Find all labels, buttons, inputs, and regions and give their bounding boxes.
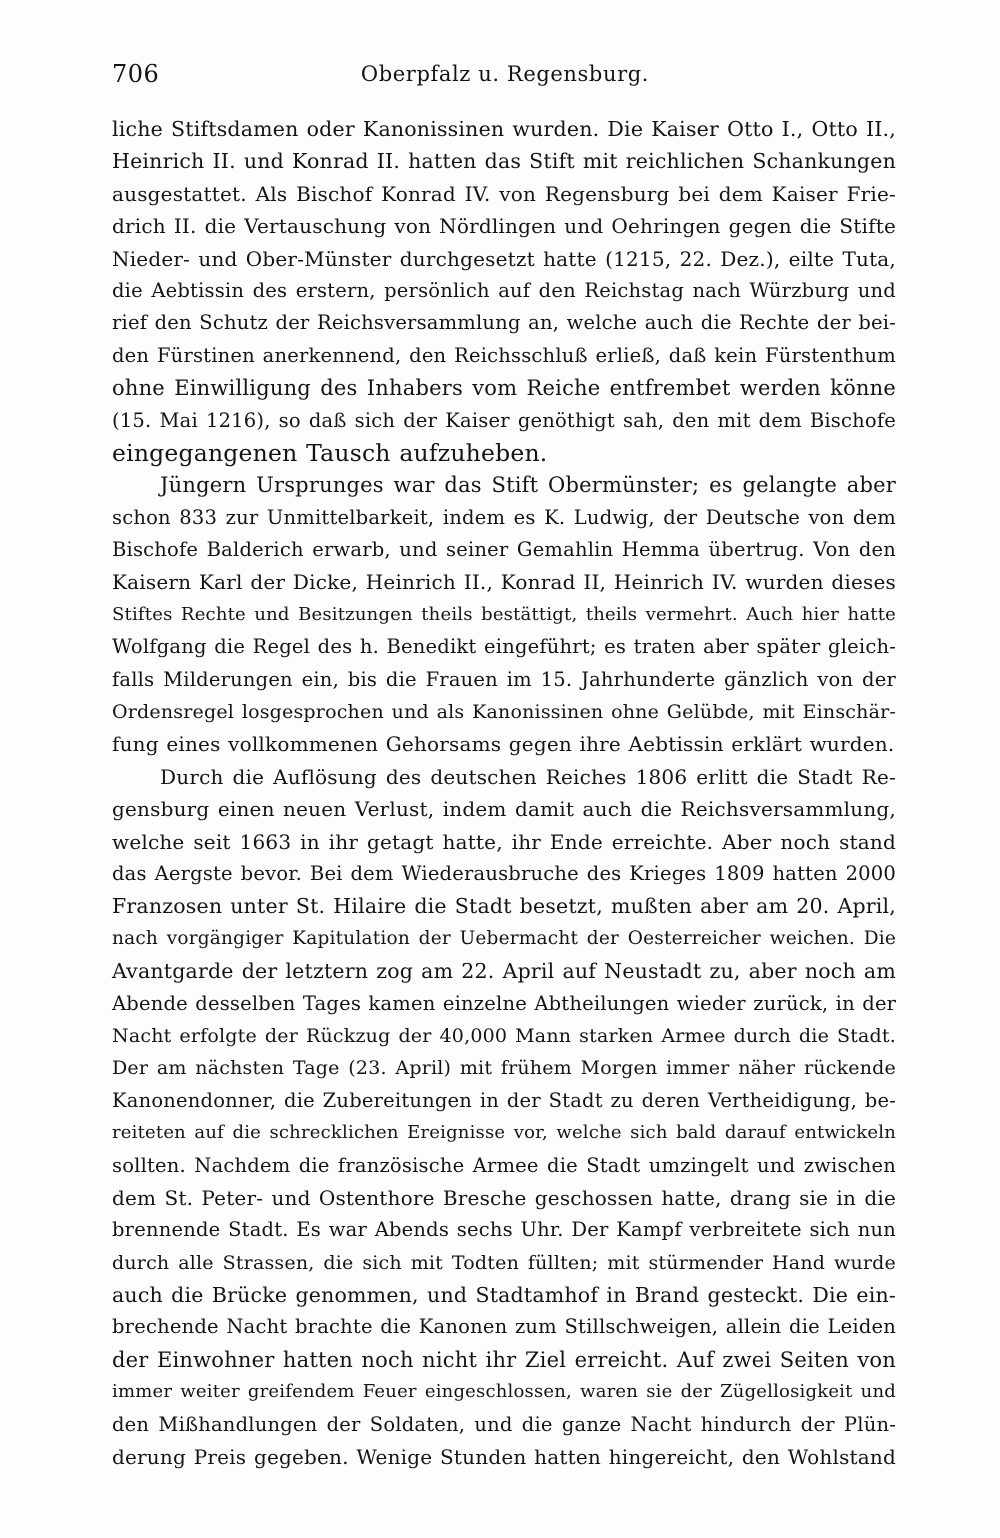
text-line: eingegangenen Tausch aufzuheben.	[112, 438, 548, 467]
text-line: welche seit 1663 in ihr getagt hatte, ihr Ende erreichte. Aber noch stand	[112, 829, 896, 854]
text-line: brennende Stadt. Es war Abends sechs Uhr. Der Kampf verbreitete sich nun	[112, 1218, 896, 1242]
text-line: Heinrich II. und Konrad II. hatten das Stift mit reichlichen Schankungen	[112, 149, 896, 174]
text-line: der Einwohner hatten noch nicht ihr Ziel erreicht. Auf zwei Seiten von	[112, 1347, 896, 1372]
text-line: Avantgarde der letztern zog am 22. April auf Neustadt zu, aber noch am	[112, 959, 896, 984]
text-line: derung Preis gegeben. Wenige Stunden hatten hingereicht, den Wohlstand	[112, 1445, 896, 1470]
text-line: sollten. Nachdem die französische Armee die Stadt umzingelt und zwischen	[112, 1153, 896, 1177]
text-line: gensburg einen neuen Verlust, indem damit auch die Reichsversammlung,	[112, 797, 896, 822]
text-line: den Mißhandlungen der Soldaten, und die ganze Nacht hindurch der Plün-	[112, 1412, 896, 1436]
page-number: 706	[112, 60, 160, 88]
text-line: nach vorgängiger Kapitulation der Uebermacht der Oesterreicher weichen. Die	[112, 927, 896, 949]
text-line: falls Milderungen ein, bis die Frauen im 15. Jahrhunderte gänzlich von der	[112, 667, 896, 691]
text-line: fung eines vollkommenen Gehorsams gegen ihre Aebtissin erklärt wurden.	[112, 732, 895, 757]
text-line: Ordensregel losgesprochen und als Kanonissinen ohne Gelübde, mit Einschär-	[112, 701, 896, 724]
text-line: ohne Einwilligung des Inhabers vom Reiche entfrembet werden könne	[112, 376, 896, 401]
running-title: Oberpfalz u. Regensburg.	[360, 62, 650, 86]
text-line: durch alle Strassen, die sich mit Todten füllten; mit stürmender Hand wurde	[112, 1251, 896, 1274]
text-line: Bischofe Balderich erwarb, und seiner Gemahlin Hemma übertrug. Von den	[112, 538, 896, 562]
text-line: ausgestattet. Als Bischof Konrad IV. von Regensburg bei dem Kaiser Frie-	[112, 181, 896, 206]
text-line: auch die Brücke genommen, und Stadtamhof in Brand gesteckt. Die ein-	[112, 1283, 896, 1308]
text-line: drich II. die Vertauschung von Nördlingen und Oehringen gegen die Stifte	[112, 214, 896, 239]
text-line: Kanonendonner, die Zubereitungen in der Stadt zu deren Vertheidigung, be-	[112, 1088, 896, 1112]
text-line: Franzosen unter St. Hilaire die Stadt besetzt, mußten aber am 20. April,	[112, 894, 896, 919]
text-line: immer weiter greifendem Feuer eingeschlossen, waren sie der Zügellosigkeit und	[112, 1381, 896, 1403]
text-line: Jüngern Ursprunges war das Stift Obermünster; es gelangte aber	[160, 473, 896, 498]
text-line: Wolfgang die Regel des h. Benedikt eingeführt; es traten aber später gleich-	[112, 635, 896, 659]
page-header	[112, 58, 898, 94]
text-line: Durch die Auflösung des deutschen Reiches 1806 erlitt die Stadt Re-	[160, 764, 896, 789]
text-line: rief den Schutz der Reichsversammlung an, welche auch die Rechte der bei-	[112, 311, 896, 335]
text-line: die Aebtissin des erstern, persönlich auf den Reichstag nach Würzburg und	[112, 278, 896, 302]
text-line: brechende Nacht brachte die Kanonen zum Stillschweigen, allein die Leiden	[112, 1315, 896, 1339]
text-line: Kaisern Karl der Dicke, Heinrich II., Konrad II, Heinrich IV. wurden dieses	[112, 570, 896, 595]
text-line: Nacht erfolgte der Rückzug der 40,000 Mann starken Armee durch die Stadt.	[112, 1024, 896, 1047]
text-line: Der am nächsten Tage (23. April) mit frühem Morgen immer näher rückende	[112, 1057, 896, 1080]
text-line: (15. Mai 1216), so daß sich der Kaiser genöthigt sah, den mit dem Bischofe	[112, 408, 896, 432]
text-line: dem St. Peter- und Ostenthore Bresche geschossen hatte, drang sie in die	[112, 1185, 896, 1210]
text-line: den Fürstinen anerkennend, den Reichsschluß erließ, daß kein Fürstenthum	[112, 343, 896, 367]
text-line: reiteten auf die schrecklichen Ereignisse vor, welche sich bald darauf entwickeln	[112, 1122, 896, 1144]
text-line: Stiftes Rechte und Besitzungen theils bestättigt, theils vermehrt. Auch hier hatte	[112, 603, 896, 625]
text-line: Abende desselben Tages kamen einzelne Abtheilungen wieder zurück, in der	[112, 991, 897, 1015]
text-line: schon 833 zur Unmittelbarkeit, indem es K. Ludwig, der Deutsche von dem	[112, 505, 896, 529]
text-line: das Aergste bevor. Bei dem Wiederausbruche des Krieges 1809 hatten 2000	[112, 861, 896, 885]
body-text	[112, 113, 896, 1473]
text-line: liche Stiftsdamen oder Kanonissinen wurden. Die Kaiser Otto I., Otto II.,	[112, 117, 896, 141]
text-line: Nieder- und Ober-Münster durchgesetzt hatte (1215, 22. Dez.), eilte Tuta,	[112, 246, 896, 271]
